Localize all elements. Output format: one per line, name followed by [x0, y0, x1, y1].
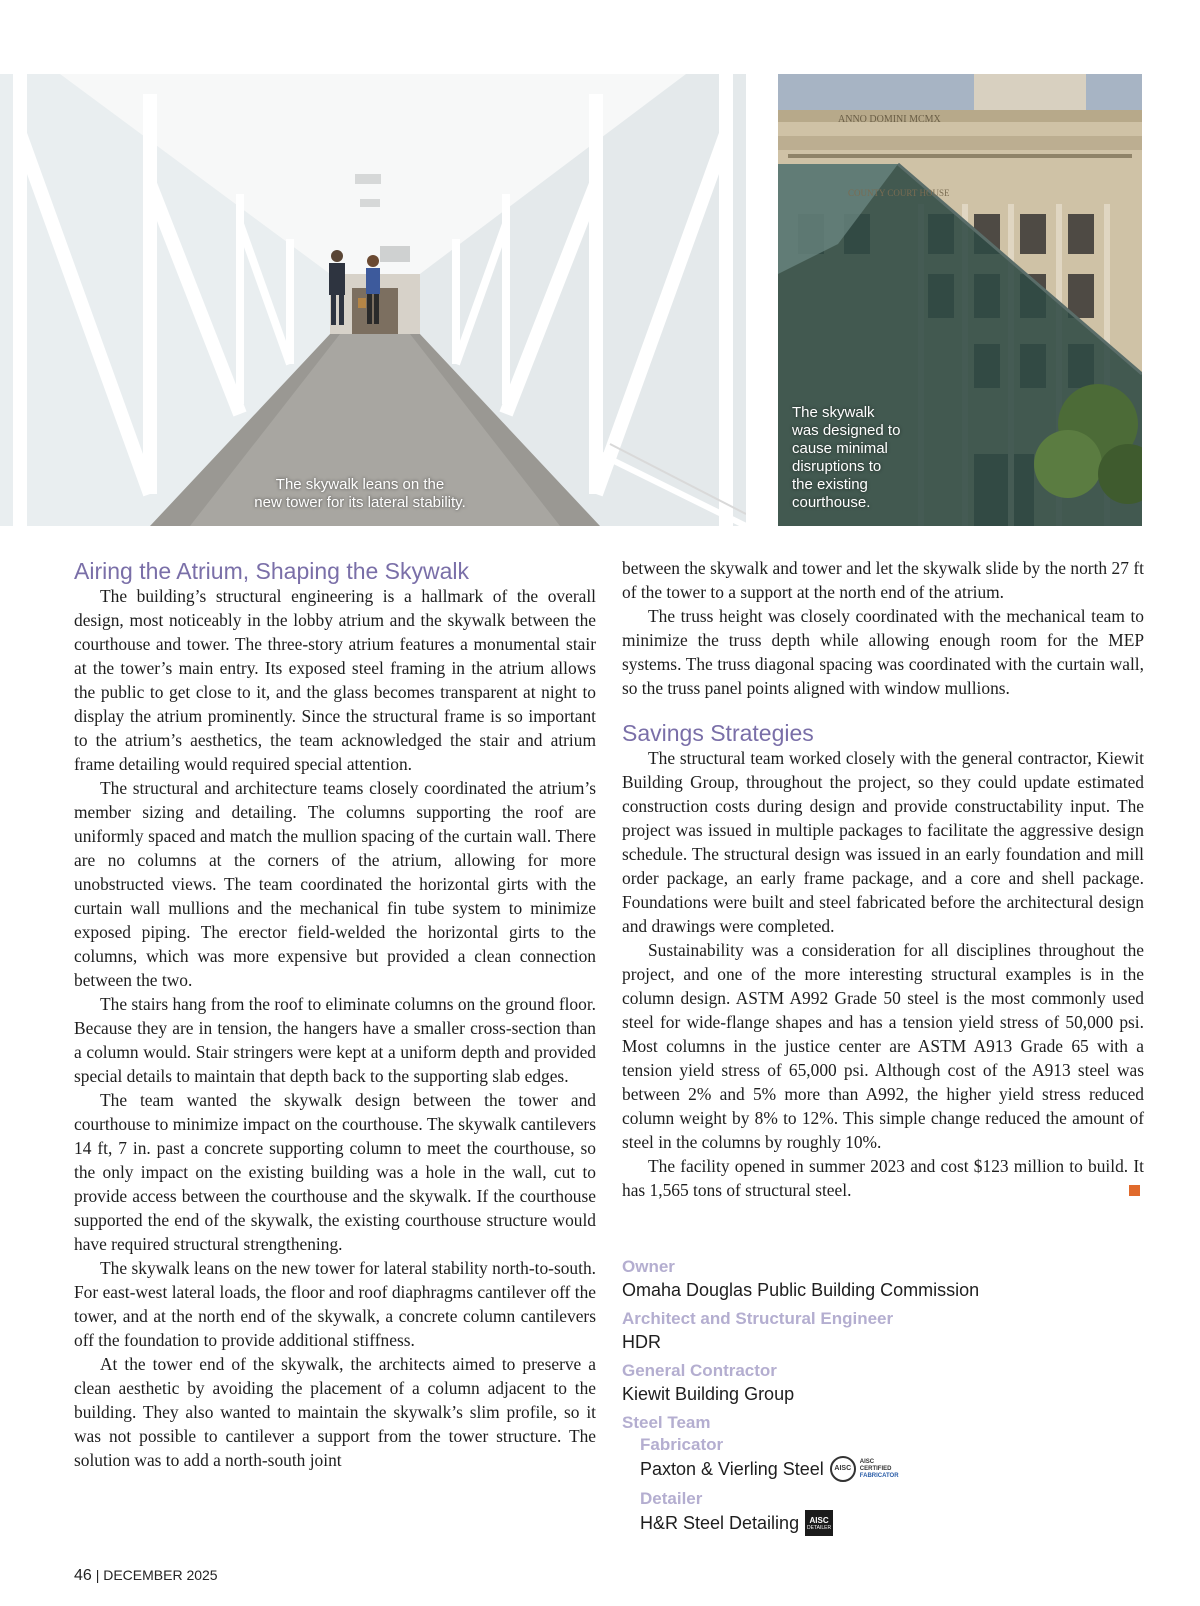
credit-fabricator: Paxton & Vierling Steel: [640, 1459, 824, 1479]
paragraph: At the tower end of the skywalk, the architects aimed to preserve a clean aesthetic by avoiding the placement of a column adjacent to the building. They also wanted to maintain the skywalk’s slim profile, so it was not possible to cantilever a support from the tower structure. The solution was to add a north-south joint: [74, 1354, 596, 1470]
courthouse-inscription: ANNO DOMINI MCMX: [838, 114, 941, 125]
section-heading-savings: Savings Strategies: [622, 720, 814, 746]
aisc-certified-fabricator-badge: [860, 1459, 899, 1480]
paragraph-final: [622, 1154, 1144, 1202]
left-photo-caption: The skywalk leans on the new tower for its lateral stability.: [254, 476, 466, 511]
credit-architect: HDR: [622, 1332, 661, 1352]
credit-label-architect: Architect and Structural Engineer: [622, 1309, 894, 1328]
section-heading-atrium: Airing the Atrium, Shaping the Skywalk: [74, 558, 470, 584]
skywalk-interior-photo: [0, 74, 746, 526]
paragraph: The building’s structural engineering is a hallmark of the overall design, most noticeably in the lobby atrium and the skywalk between the courthouse and tower. The three-story atrium features a monumental stair at the tower’s main entry. Its exposed steel framing in the atrium allows the public to get close to it, and the glass becomes transparent at night to display the atrium prominently. Since the structural frame is so important to the atrium’s aesthetics, the team acknowledged the stair and atrium frame detailing would required special attention.: [74, 586, 596, 774]
courthouse-frieze: COUNTY COURT HOUSE: [848, 188, 950, 198]
aisc-detailer-badge-icon: [805, 1510, 833, 1536]
detailer-badge-line-2: DETAILER: [807, 1524, 832, 1531]
project-credits: [622, 1256, 1142, 1542]
paragraph: The skywalk leans on the new tower for lateral stability north-to-south. For east-west lateral loads, the floor and roof diaphragms cantilever off the tower, and at the north end of the skywalk, a concrete column cantilevers off the foundation to provide additional stiffness.: [74, 1258, 596, 1350]
credit-label-steel-team: Steel Team: [622, 1413, 711, 1432]
steel-team-list: [622, 1434, 1142, 1536]
paragraph: The stairs hang from the roof to eliminate columns on the ground floor. Because they are in tension, the hangers have a smaller cross-section than a column would. Stair stringers were kept at a uniform depth and provided special details to maintain that depth back to the supporting slab edges.: [74, 994, 597, 1086]
badge-line-1: AISC: [859, 1458, 875, 1465]
courthouse-photo: [778, 74, 1142, 526]
credit-gc: Kiewit Building Group: [622, 1384, 795, 1404]
paragraph: The team wanted the skywalk design between the tower and courthouse to minimize impact on the courthouse. The skywalk cantilevers 14 ft, 7 in. past a concrete supporting column to meet the courthouse, so the only impact on the existing building was a hole in the wall, cut to provide access between the courthouse and the skywalk. If the courthouse supported the end of the skywalk, the existing courthouse structure would have required structural strengthening.: [74, 1090, 596, 1254]
badge-line-3: FABRICATOR: [859, 1472, 899, 1479]
badge-line-2: CERTIFIED: [859, 1465, 892, 1472]
page-footer: [74, 1567, 218, 1585]
article-right-column: [622, 556, 1144, 1202]
page-number: 46: [74, 1567, 92, 1584]
aisc-certified-seal-icon: AISC: [830, 1456, 856, 1482]
paragraph: The truss height was closely coordinated with the mechanical team to minimize the truss depth while allowing enough room for the MEP systems. The truss diagonal spacing was coordinated with the curtain wall, so the truss panel points aligned with window mullions.: [622, 606, 1144, 698]
credit-label-detailer: Detailer: [640, 1489, 703, 1508]
credit-detailer: H&R Steel Detailing: [640, 1513, 800, 1533]
credit-label-owner: Owner: [622, 1257, 675, 1276]
end-of-article-square-icon: [1129, 1185, 1140, 1196]
paragraph: The structural and architecture teams closely coordinated the atrium’s member sizing and detailing. The columns supporting the roof are uniformly spaced and match the mullion spacing of the curtain wall. There are no columns at the corners of the atrium, allowing for more unobstructed views. The team coordinated the horizontal girts with the curtain wall mullions and the mechanical fin tube system to minimize exposed piping. The erector field-welded the horizontal girts to the columns, which was more expensive but provided a clean connection between the two.: [74, 778, 596, 990]
paragraph: The structural team worked closely with the general contractor, Kiewit Building Group, throughout the project, so they could update estimated construction costs during design and provide constructability input. The project was issued in multiple packages to facilitate the aggressive design schedule. The structural design was issued in an early foundation and mill order package, an early frame package, and a core and shell package. Foundations were built and steel fabricated before the architectural design and drawings were completed.: [622, 748, 1144, 936]
issue-date: DECEMBER 2025: [103, 1567, 218, 1583]
paragraph: between the skywalk and tower and let the skywalk slide by the north 27 ft of the tower to a support at the north end of the atrium.: [622, 558, 1144, 602]
detailer-badge-line-1: AISC: [809, 1515, 829, 1525]
skywalk-interior-illustration: [0, 74, 746, 526]
credit-label-fabricator: Fabricator: [640, 1435, 724, 1454]
article-left-column: [74, 556, 596, 1472]
credit-detailer-row: [640, 1510, 1142, 1536]
credit-fabricator-row: [640, 1456, 1142, 1482]
right-photo-caption: The skywalk was designed to cause minimal disruptions to the existing courthouse.: [792, 404, 901, 511]
final-paragraph-text: The facility opened in summer 2023 and cost $123 million to build. It has 1,565 tons of structural steel.: [622, 1156, 1144, 1200]
credit-owner: Omaha Douglas Public Building Commission: [622, 1280, 980, 1300]
paragraph: Sustainability was a consideration for all disciplines throughout the project, and one of the more interesting structural examples is in the column design. ASTM A992 Grade 50 steel is the most commonly used steel for wide-flange shapes and has a tension yield stress of 50,000 psi. Most columns in the justice center are ASTM A913 Grade 65 with a tension yield stress of 65,000 psi. Although cost of the A913 steel was between 2% and 5% more than A992, the higher yield stress reduced column weight by 8% to 12%. This simple change reduced the amount of steel in the columns by roughly 10%.: [622, 940, 1144, 1152]
credit-label-gc: General Contractor: [622, 1361, 777, 1380]
footer-separator: |: [95, 1567, 100, 1583]
